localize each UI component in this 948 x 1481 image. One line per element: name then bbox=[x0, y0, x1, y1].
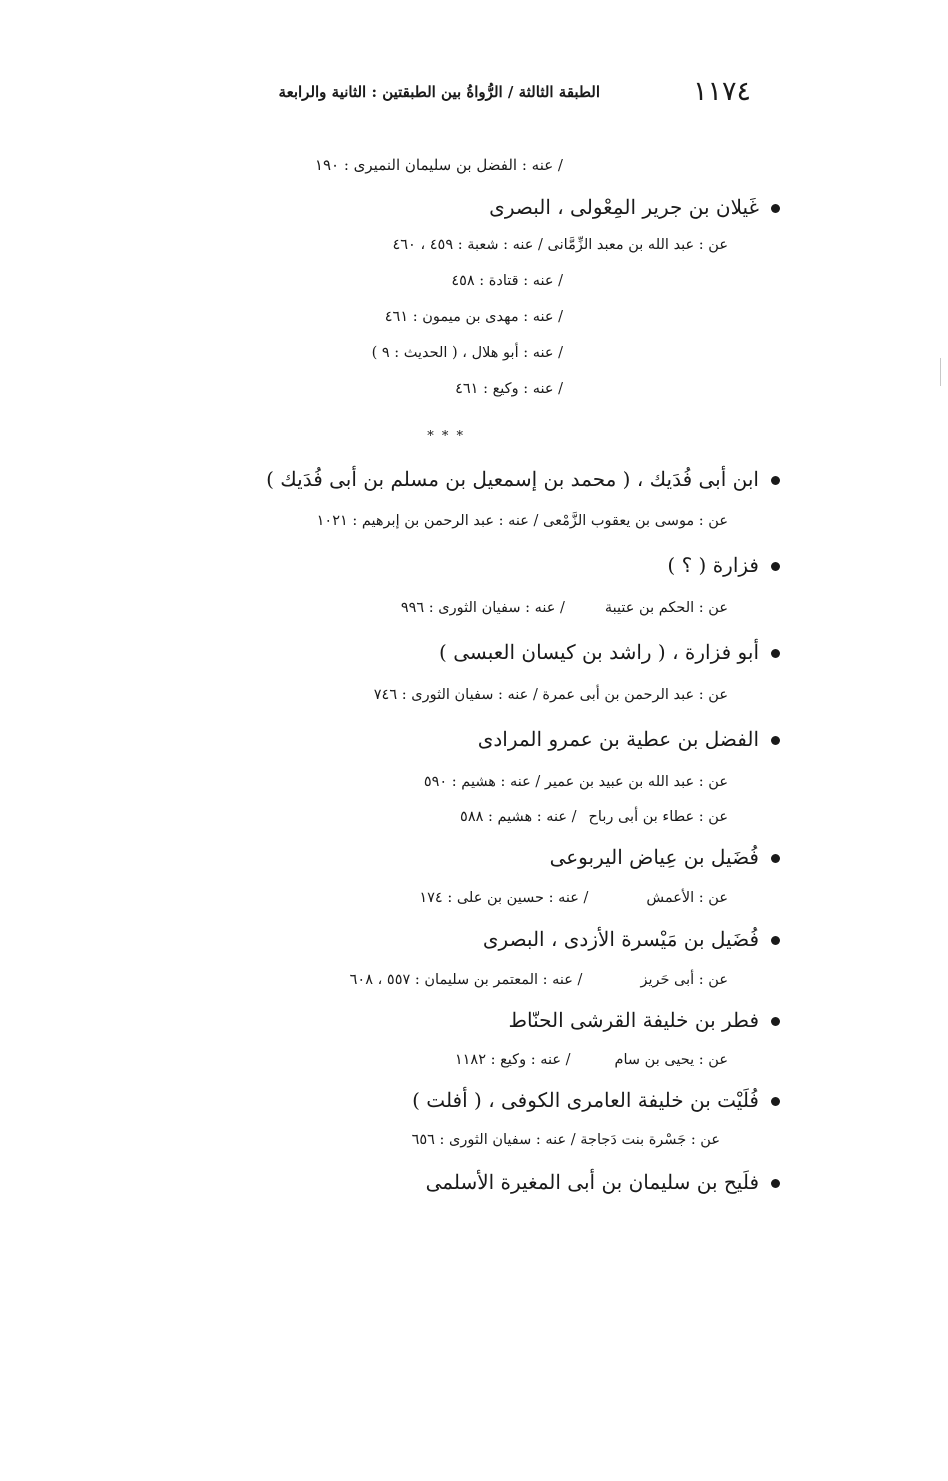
section-separator: * * * bbox=[427, 429, 465, 444]
bullet-icon bbox=[771, 476, 780, 485]
entry-name: ابن أبى فُدَيك ، ( محمد بن إسمعيل بن مسلم بن أبى فُدَيك ) bbox=[266, 467, 759, 491]
narration-line: عن : جَسْرة بنت دَجاجة / عنه : سفيان الثورى : ٦٥٦ bbox=[411, 1132, 720, 1148]
bullet-icon bbox=[771, 204, 780, 213]
bullet-icon bbox=[771, 736, 780, 745]
bullet-icon bbox=[771, 649, 780, 658]
bullet-icon bbox=[771, 562, 780, 571]
entry-name: فطر بن خليفة القرشى الحنّاط bbox=[508, 1008, 759, 1032]
narration-line: عن : عبد الرحمن بن أبى عمرة / عنه : سفيان الثورى : ٧٤٦ bbox=[373, 687, 728, 703]
narration-line bbox=[350, 972, 728, 988]
bullet-icon bbox=[771, 1017, 780, 1026]
scan-edge-mark bbox=[940, 358, 941, 386]
narration-line bbox=[455, 1052, 728, 1068]
narrated-by: / عنه : المعتمر بن سليمان : ٥٥٧ ، ٦٠٨ bbox=[349, 972, 583, 988]
narrated-from: عن : يحيى بن سام bbox=[614, 1052, 728, 1068]
narrated-from: عن : الحكم بن عتيبة bbox=[604, 600, 728, 616]
narration-line: / عنه : وكيع : ٤٦١ bbox=[455, 381, 563, 397]
entry-heading bbox=[426, 1170, 780, 1194]
running-header: الطبقة الثالثة / الرُّواةُ بين الطبقتين : الثانية والرابعة bbox=[278, 83, 600, 101]
entry-name: فُلَيْت بن خليفة العامرى الكوفى ، ( أفلت ) bbox=[412, 1088, 759, 1112]
narrated-by: / عنه : سفيان الثورى : ٩٩٦ bbox=[400, 600, 565, 616]
narrated-by: / عنه : وكيع : ١١٨٢ bbox=[454, 1052, 571, 1068]
bullet-icon bbox=[771, 854, 780, 863]
narration-line: عن : موسى بن يعقوب الزَّمْعى / عنه : عبد الرحمن بن إبرهيم : ١٠٢١ bbox=[316, 513, 728, 529]
entry-name: غَيلان بن جرير المِعْولى ، البصرى bbox=[489, 195, 759, 219]
bullet-icon bbox=[771, 936, 780, 945]
entry-name: فُضَيل بن مَيْسرة الأزدى ، البصرى bbox=[482, 927, 759, 951]
page-number: ١١٧٤ bbox=[692, 76, 751, 107]
entry-heading bbox=[483, 927, 780, 951]
entry-heading bbox=[412, 1088, 780, 1112]
narration-line bbox=[460, 809, 728, 825]
bullet-icon bbox=[771, 1179, 780, 1188]
narrated-from: عن : عطاء بن أبى رباح bbox=[588, 809, 728, 825]
narration-line: / عنه : مهدى بن ميمون : ٤٦١ bbox=[384, 309, 563, 325]
narration-line bbox=[419, 890, 728, 906]
entry-heading bbox=[509, 1008, 781, 1032]
entry-name: فزارة ( ؟ ) bbox=[667, 553, 759, 577]
narrated-from: عن : الأعمش bbox=[646, 890, 728, 906]
entry-heading bbox=[550, 845, 780, 869]
narration-line: / عنه : أبو هلال ، ( الحديث : ٩ ) bbox=[371, 345, 563, 361]
narration-line: / عنه : قتادة : ٤٥٨ bbox=[451, 273, 563, 289]
narrated-by: / عنه : هشيم : ٥٨٨ bbox=[460, 809, 577, 825]
entry-heading bbox=[266, 467, 780, 491]
entry-heading bbox=[478, 727, 780, 751]
narrated-from: عن : أبى حَريز bbox=[640, 972, 728, 988]
entry-name: فلَيح بن سليمان بن أبى المغيرة الأسلمى bbox=[425, 1170, 759, 1194]
bullet-icon bbox=[771, 1097, 780, 1106]
narration-line bbox=[401, 600, 728, 616]
narration-line: عن : عبد الله بن عبيد بن عمير / عنه : هشيم : ٥٩٠ bbox=[423, 774, 728, 790]
narrated-by: / عنه : حسين بن على : ١٧٤ bbox=[419, 890, 589, 906]
entry-heading bbox=[667, 553, 780, 577]
narration-line: عن : عبد الله بن معبد الزِّمَّانى / عنه : شعبة : ٤٥٩ ، ٤٦٠ bbox=[392, 237, 728, 253]
entry-name: الفضل بن عطية بن عمرو المرادى bbox=[477, 727, 759, 751]
entry-name: فُضَيل بن عِياض اليربوعى bbox=[549, 845, 759, 869]
continuation-line: / عنه : الفضل بن سليمان النميرى : ١٩٠ bbox=[314, 156, 563, 174]
entry-name: أبو فزارة ، ( راشد بن كيسان العبسى ) bbox=[439, 640, 759, 664]
entry-heading bbox=[439, 640, 780, 664]
entry-heading bbox=[489, 195, 780, 219]
